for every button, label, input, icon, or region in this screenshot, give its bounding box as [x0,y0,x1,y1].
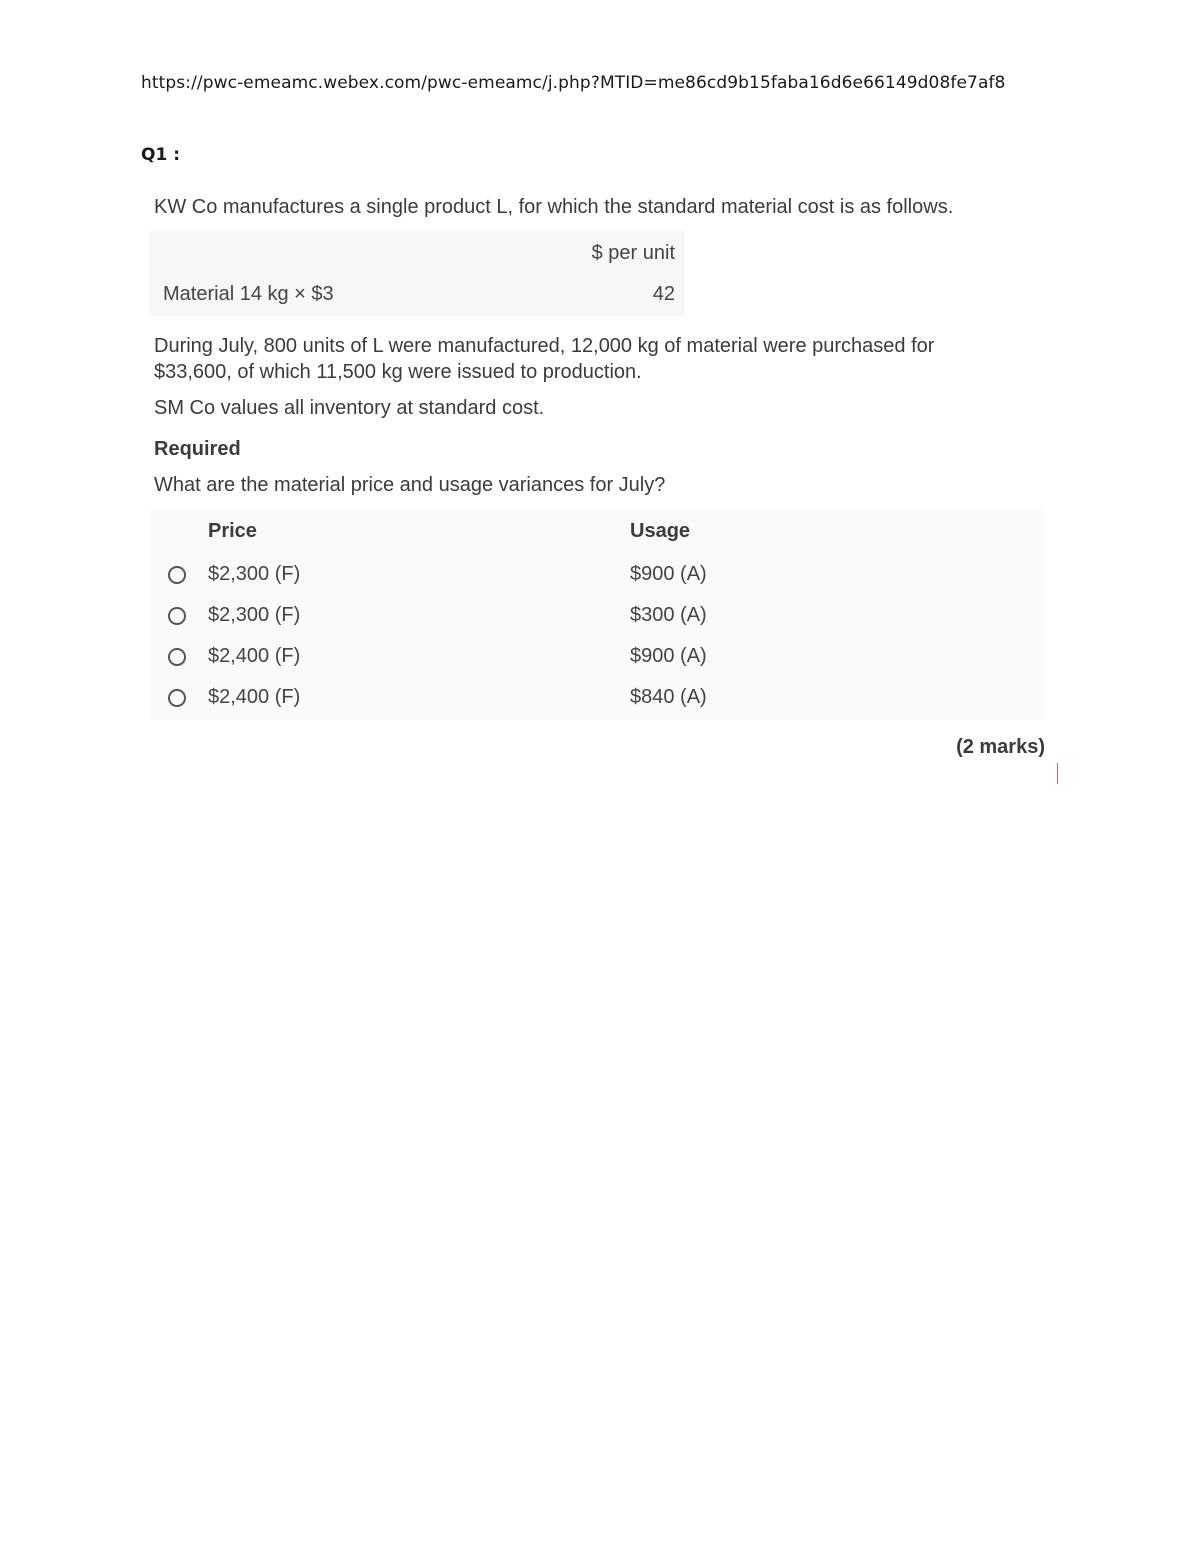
question-paragraph-2: SM Co values all inventory at standard cost. [154,397,545,419]
standard-cost-row-value: 42 [652,283,675,305]
radio-button[interactable] [168,566,186,584]
radio-button[interactable] [168,689,186,707]
option-price: $2,400 (F) [208,645,301,667]
standard-cost-row-label: Material 14 kg × $3 [163,283,334,305]
option-price: $2,400 (F) [208,686,301,708]
option-price: $2,300 (F) [208,604,301,626]
option-usage: $900 (A) [630,563,707,585]
question-paragraph-line-1: During July, 800 units of L were manufactured, 12,000 kg of material were purchased for [154,335,935,357]
option-row[interactable] [150,597,1045,638]
options-header-price: Price [208,520,257,542]
standard-cost-table [150,230,685,316]
standard-cost-header: $ per unit [591,242,675,264]
required-heading: Required [154,438,241,460]
radio-button[interactable] [168,648,186,666]
radio-button[interactable] [168,607,186,625]
meeting-url[interactable]: https://pwc-emeamc.webex.com/pwc-emeamc/j.php?MTID=me86cd9b15faba16d6e66149d08fe7af8 [141,73,1006,93]
question-label: Q1 : [141,145,180,165]
option-row[interactable] [150,679,1045,720]
option-usage: $300 (A) [630,604,707,626]
question-ask: What are the material price and usage variances for July? [154,474,666,496]
question-intro: KW Co manufactures a single product L, for which the standard material cost is as follows. [154,196,954,218]
marks-label: (2 marks) [956,736,1045,758]
option-usage: $840 (A) [630,686,707,708]
option-row[interactable] [150,638,1045,679]
options-table [150,510,1045,720]
text-cursor [1057,763,1058,784]
option-usage: $900 (A) [630,645,707,667]
question-paragraph-line-2: $33,600, of which 11,500 kg were issued to production. [154,361,642,383]
option-price: $2,300 (F) [208,563,301,585]
option-row[interactable] [150,556,1045,597]
options-header-usage: Usage [630,520,691,542]
